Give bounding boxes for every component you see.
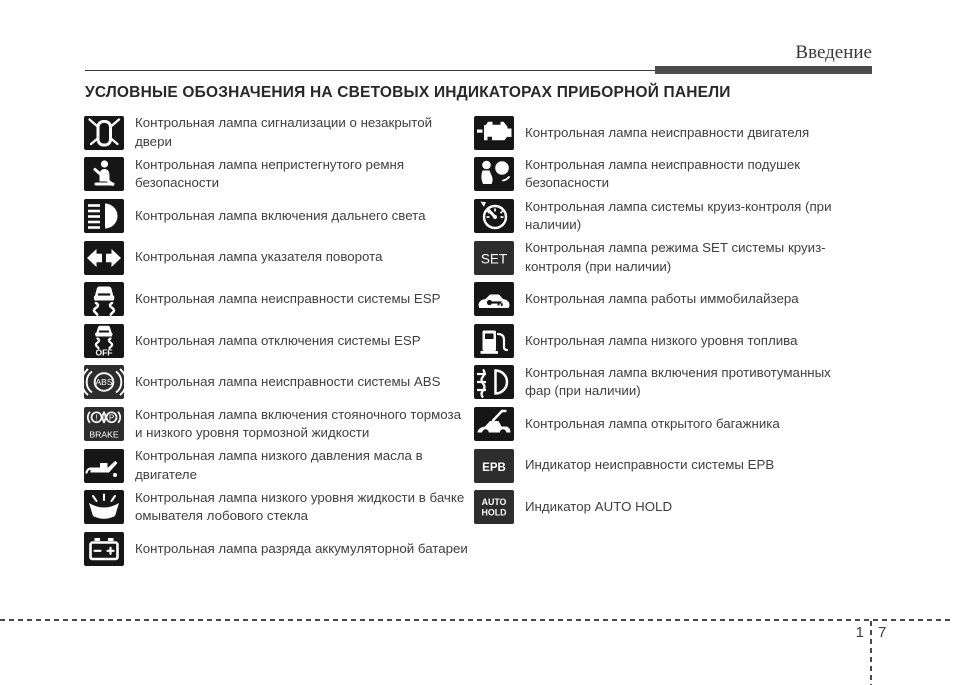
legend-item-label: Контрольная лампа неисправности двигателя: [525, 124, 810, 140]
indicator-tile: [84, 241, 124, 275]
legend-item-label: Контрольная лампа включения стояночного тормоза и низкого уровня тормозной жидкости: [135, 406, 461, 440]
legend-item: [84, 237, 474, 279]
footer-vertical-dashed-line: [870, 621, 872, 685]
indicator-tile: [474, 199, 514, 233]
esp-icon: [84, 282, 124, 316]
legend-item: [474, 278, 894, 320]
legend-item-label: Контрольная лампа разряда аккумуляторной батареи: [135, 540, 468, 556]
legend-item-label: Контрольная лампа сигнализации о незакрытой двери: [135, 115, 433, 149]
turn-signal-icon: [84, 241, 124, 275]
legend-item-label: Контрольная лампа низкого уровня жидкости в бачке омывателя лобового стекла: [135, 489, 465, 524]
legend-item-label: Индикатор неисправности системы EPB: [525, 457, 775, 473]
low-fuel-icon: [474, 324, 514, 358]
legend-item: [84, 320, 474, 362]
legend-columns: [84, 112, 894, 570]
high-beam-icon: [84, 199, 124, 233]
auto-hold-icon: [474, 490, 514, 524]
legend-item-label: Контрольная лампа отключения системы ESP: [135, 332, 421, 348]
epb-icon: [474, 449, 514, 483]
indicator-tile: [474, 365, 514, 399]
immobilizer-icon: [474, 282, 514, 316]
indicator-tile: [84, 199, 124, 233]
legend-item-label: Контрольная лампа включения дальнего света: [135, 207, 426, 223]
trunk-open-icon: [474, 407, 514, 441]
legend-item-label: Контрольная лампа указателя поворота: [135, 249, 383, 265]
indicator-tile: [474, 241, 514, 275]
legend-item-label: Контрольная лампа открытого багажника: [525, 415, 780, 431]
indicator-tile: [84, 449, 124, 483]
legend-item: [474, 154, 894, 196]
legend-item: [84, 528, 474, 570]
legend-item-label: Контрольная лампа низкого давления масла в двигателе: [135, 448, 423, 482]
footer-dashed-line: [0, 619, 954, 621]
indicator-tile: [84, 282, 124, 316]
battery-charge-icon: [84, 532, 124, 566]
legend-item-label: Контрольная лампа неисправности подушек безопасности: [525, 156, 801, 191]
indicator-tile: [84, 532, 124, 566]
indicator-tile: [84, 116, 124, 150]
legend-item: [84, 278, 474, 320]
legend-item-label: Индикатор AUTO HOLD: [525, 498, 673, 514]
page-title: УСЛОВНЫЕ ОБОЗНАЧЕНИЯ НА СВЕТОВЫХ ИНДИКАТОРАХ ПРИБОРНОЙ ПАНЕЛИ: [85, 84, 731, 101]
esp-off-icon: [84, 324, 124, 358]
legend-item: [474, 445, 894, 487]
door-open-icon: [84, 116, 124, 150]
indicator-tile: [84, 324, 124, 358]
page-number-page: 7: [878, 624, 887, 641]
legend-item: [84, 403, 474, 445]
section-label: Введение: [795, 42, 872, 63]
legend-item: [474, 486, 894, 528]
seatbelt-icon: [84, 157, 124, 191]
check-engine-icon: [474, 116, 514, 150]
legend-item: [474, 237, 894, 279]
legend-item: [84, 362, 474, 404]
legend-item: [474, 195, 894, 237]
legend-item-label: Контрольная лампа неисправности системы ESP: [135, 290, 441, 306]
column-left: [84, 112, 474, 570]
legend-item: [84, 154, 474, 196]
washer-fluid-icon: [84, 490, 124, 524]
indicator-tile: [474, 490, 514, 524]
legend-item-label: Контрольная лампа работы иммобилайзера: [525, 290, 799, 306]
legend-item: [84, 486, 474, 528]
indicator-tile: [474, 449, 514, 483]
legend-item: [474, 362, 894, 404]
column-right: [474, 112, 894, 570]
cruise-set-icon: [474, 241, 514, 275]
page-number-chapter: 1: [855, 624, 864, 641]
header-accent-bar: [655, 66, 872, 74]
legend-item-label: Контрольная лампа режима SET системы круиз-контроля (при наличии): [525, 240, 826, 274]
indicator-tile: [84, 490, 124, 524]
indicator-tile: [84, 365, 124, 399]
indicator-tile: [474, 157, 514, 191]
indicator-tile: [474, 407, 514, 441]
indicator-tile: [474, 324, 514, 358]
legend-item: [84, 445, 474, 487]
indicator-tile: [474, 116, 514, 150]
legend-item: [474, 320, 894, 362]
legend-item-label: Контрольная лампа системы круиз-контроля (при наличии): [525, 198, 832, 232]
legend-item-label: Контрольная лампа низкого уровня топлива: [525, 332, 798, 348]
legend-item: [474, 403, 894, 445]
airbag-icon: [474, 157, 514, 191]
abs-icon: [84, 365, 124, 399]
legend-item-label: Контрольная лампа неисправности системы ABS: [135, 374, 441, 390]
legend-item-label: Контрольная лампа включения противотуманных фар (при наличии): [525, 364, 831, 399]
indicator-tile: [474, 282, 514, 316]
legend-item-label: Контрольная лампа непристегнутого ремня безопасности: [135, 156, 405, 191]
legend-item: [84, 195, 474, 237]
legend-item: [84, 112, 474, 154]
fog-light-icon: [474, 365, 514, 399]
oil-pressure-icon: [84, 449, 124, 483]
brake-icon: [84, 407, 124, 441]
indicator-tile: [84, 407, 124, 441]
cruise-control-icon: [474, 199, 514, 233]
indicator-tile: [84, 157, 124, 191]
legend-item: [474, 112, 894, 154]
